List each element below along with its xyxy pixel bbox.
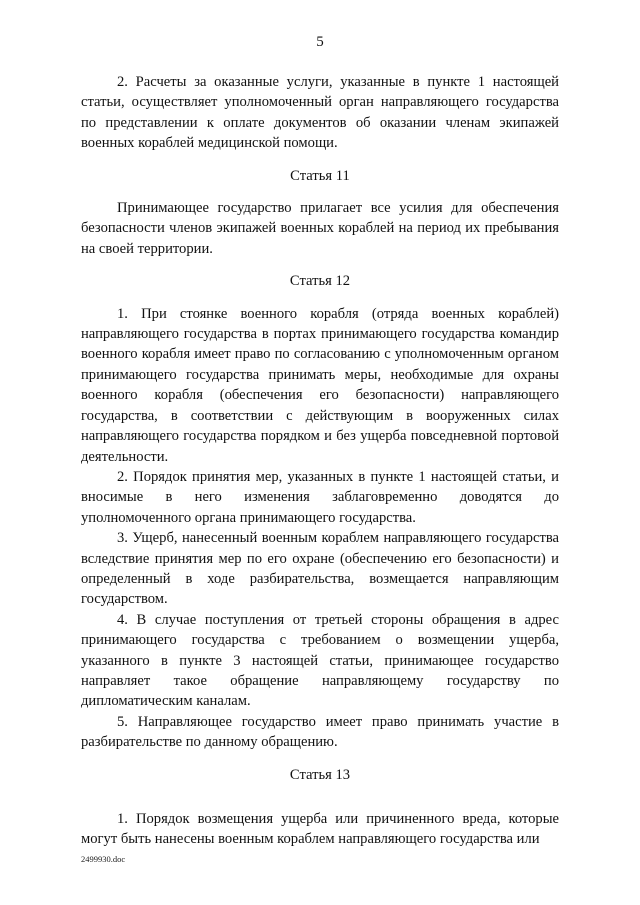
paragraph-article10-item2: 2. Расчеты за оказанные услуги, указанные в пункте 1 настоящей статьи, осуществляет уполномоченный орган направляющего государства по представлении к оплате документов об оказании членам экипажей военных кораблей медицинской помощи. (81, 74, 559, 152)
heading-article-12: Статья 12 (289, 273, 351, 290)
page-number: 5 (316, 34, 324, 50)
paragraph-article12-item3: 3. Ущерб, нанесенный военным кораблем направляющего государства вследствие принятия мер по его охране (обеспечению его безопасности) и определенный в ходе разбирательства, возмещается направляющим государством. (81, 530, 559, 608)
file-name-footer: 2499930.doc (81, 854, 126, 864)
paragraph-article13-item1: 1. Порядок возмещения ущерба или причиненного вреда, которые могут быть нанесены военным кораблем направляющего государства или (81, 811, 559, 848)
paragraph-article11: Принимающее государство прилагает все усилия для обеспечения безопасности членов экипажей военных кораблей на период их пребывания на своей территории. (81, 200, 559, 257)
heading-article-13: Статья 13 (289, 766, 351, 783)
paragraph-article12-item5: 5. Направляющее государство имеет право принимать участие в разбирательстве по данному обращению. (81, 713, 559, 751)
document-body (81, 72, 559, 850)
paragraph-article12-item4: 4. В случае поступления от третьей стороны обращения в адрес принимающего государства с требованием о возмещении ущерба, указанного в пункте 3 настоящей статьи, принимающее государство направляет такое обращение направляющему государству по дипломатическим каналам. (81, 611, 559, 710)
paragraph-article12-item2: 2. Порядок принятия мер, указанных в пункте 1 настоящей статьи, и вносимые в него изменения заблаговременно доводятся до уполномоченного органа принимающего государства. (81, 468, 559, 526)
paragraph-article12-item1: 1. При стоянке военного корабля (отряда военных кораблей) направляющего государства в портах принимающего государства командир военного корабля имеет право по согласованию с уполномоченным органом принимающего государства принимать меры, необходимые для охраны военного корабля (обеспечения его безопасности) направляющего государства, в соответствии с действующим в вооруженных силах направляющего государства порядком и без ущерба повседневной портовой деятельности. (81, 305, 559, 465)
heading-article-11: Статья 11 (290, 167, 350, 184)
